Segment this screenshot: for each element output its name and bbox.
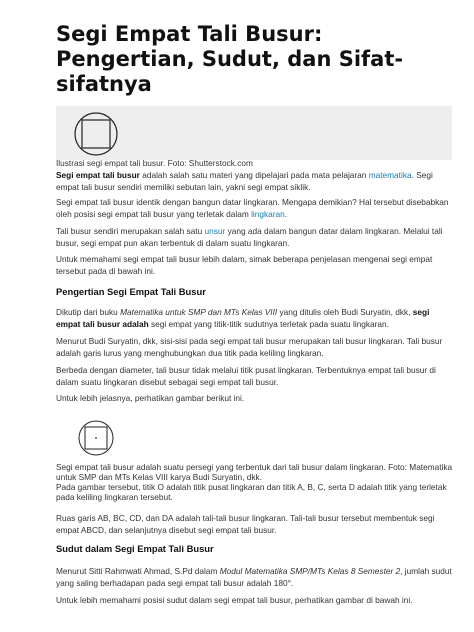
heading-sudut: Sudut dalam Segi Empat Tali Busur xyxy=(56,543,214,554)
link-lingkaran[interactable]: lingkaran xyxy=(251,209,285,219)
paragraph-4: Untuk memahami segi empat tali busur lebih dalam, simak beberapa penjelasan mengenai segi empat tersebut pada di bawah ini. xyxy=(56,254,433,276)
text: Pada gambar tersebut, titik O adalah titik pusat lingkaran dan titik A, B, C, serta D adalah titik yang terletak pada keliling lingkaran tersebut. xyxy=(56,482,447,502)
paragraph-11: Untuk lebih memahami posisi sudut dalam segi empat tali busur, perhatikan gambar di bawah ini. xyxy=(56,595,413,605)
text: , jumlah sudut yang saling berhadapan pada segi empat tali busur adalah 180°. xyxy=(56,566,452,588)
text: adalah salah satu materi yang dipelajari pada mata pelajaran xyxy=(139,170,369,180)
text: segi empat yang titik-titik sudutnya terletak pada suatu lingkaran. xyxy=(148,319,389,329)
heading-pengertian: Pengertian Segi Empat Tali Busur xyxy=(56,286,206,297)
module-title: Modul Matematika SMP/MTs Kelas 8 Semester 2 xyxy=(219,566,401,576)
text: Dikutip dari buku xyxy=(56,307,121,317)
link-unsur[interactable]: unsur xyxy=(204,226,226,236)
paragraph-8: Untuk lebih jelasnya, perhatikan gambar berikut ini. xyxy=(56,393,245,403)
paragraph-10 xyxy=(56,565,454,589)
paragraph-2 xyxy=(56,196,454,220)
figure-1-caption: Ilustrasi segi empat tali busur. Foto: Shutterstock.com xyxy=(56,158,253,168)
paragraph-7: Berbeda dengan diameter, tali busur tidak melalui titik pusat lingkaran. Terbentuknya empat tali busur di dalam suatu lingkaran disebut sebagai segi empat tali busur. xyxy=(56,365,436,387)
cyclic-quadrilateral-illustration xyxy=(72,110,120,158)
paragraph-6: Menurut Budi Suryatin, dkk, sisi-sisi pada segi empat tali busur merupakan tali busur lingkaran. Tali busur adalah garis lurus yang menghubungkan dua titik pada keliling lingkaran. xyxy=(56,336,443,358)
circle-abcd-diagram xyxy=(74,418,118,458)
paragraph-5 xyxy=(56,306,454,330)
text: . Segi empat tali busur sendiri memiliki sebutan lain, yakni segi empat siklik. xyxy=(56,170,433,192)
paragraph-9: Ruas garis AB, BC, CD, dan DA adalah tali-tali busur lingkaran. Tali-tali busur tersebut membentuk segi empat ABCD, dan selanjutnya disebut segi empat tali busur. xyxy=(56,513,435,535)
text: Segi empat tali busur adalah suatu persegi yang terbentuk dari tali busur dalam lingkaran. Foto: Matematika untuk SMP dan MTs Kelas VIII karya Budi Suryatin, dkk. xyxy=(56,462,453,482)
book-title: Matematika untuk SMP dan MTs Kelas VIII xyxy=(120,307,278,317)
text: Segi empat tali busur identik dengan bangun datar lingkaran. Mengapa demikian? Hal tersebut disebabkan oleh posisi segi empat tali busur yang terletak dalam xyxy=(56,197,449,219)
text: Tali busur sendiri merupakan salah satu xyxy=(56,226,205,236)
bold-term: Segi empat tali busur xyxy=(56,170,140,180)
link-matematika[interactable]: matematika xyxy=(368,170,412,180)
bold-definition: segi empat tali busur adalah xyxy=(56,307,430,329)
paragraph-3 xyxy=(56,225,454,249)
text: yang ditulis oleh Budi Suryatin, dkk, xyxy=(277,307,413,317)
article-title: Segi Empat Tali Busur: Pengertian, Sudut, dan Sifat-sifatnya xyxy=(56,22,404,96)
figure-2-caption xyxy=(56,462,454,502)
text: . xyxy=(284,209,288,219)
text: yang ada dalam bangun datar dalam lingkaran. Melalui tali busur, segi empat pun akan terbentuk di dalam suatu lingkaran. xyxy=(56,226,443,248)
text: Menurut Sitti Rahmwati Ahmad, S.Pd dalam xyxy=(56,566,220,576)
paragraph-intro xyxy=(56,169,454,193)
